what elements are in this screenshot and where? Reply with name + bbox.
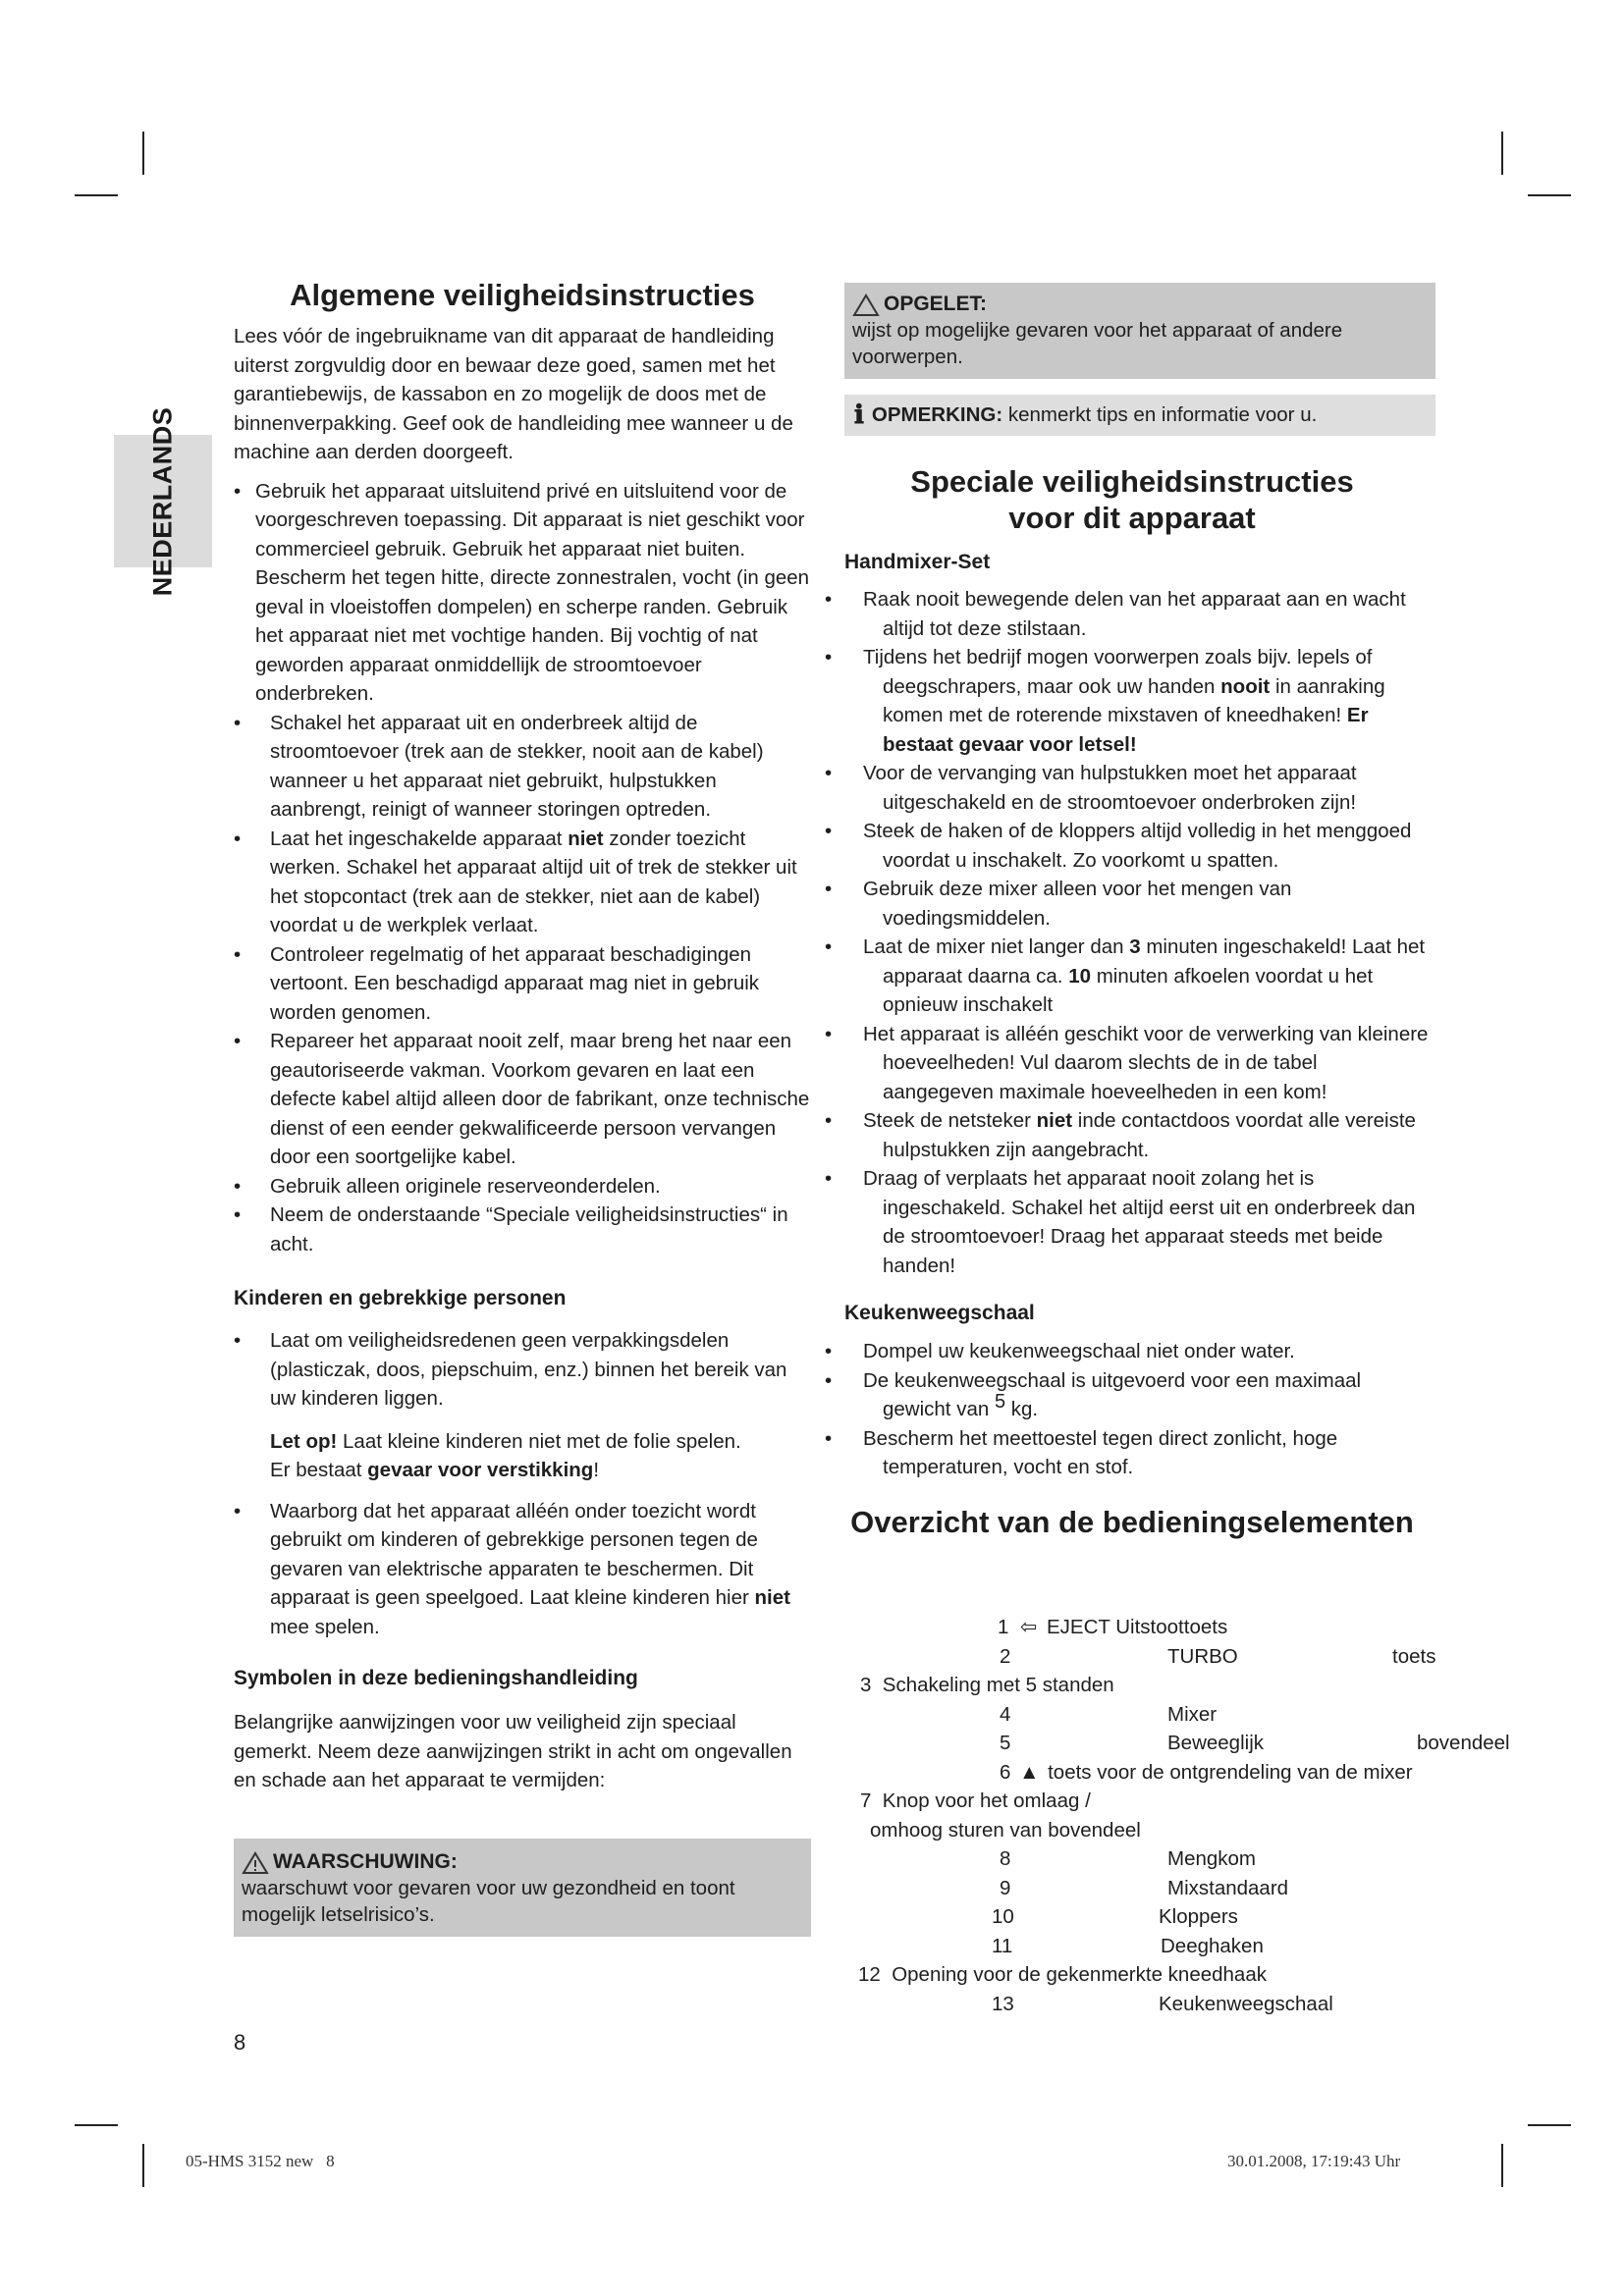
- item-label: Deeghaken: [1161, 1935, 1264, 1957]
- item-label: 12 Opening voor de gekenmerkte kneedhaak: [858, 1963, 1267, 1986]
- symbols-paragraph: Belangrijke aanwijzingen voor uw veiligheid zijn speciaal gemerkt. Neem deze aanwijzingen strikt in acht om ongevallen en schade aan het apparaat te vermijden:: [234, 1711, 792, 1791]
- overview-row-13-label: [1159, 1990, 1333, 2019]
- note-text: [872, 403, 1317, 427]
- page-number: 8: [234, 2030, 246, 2055]
- list-item: • Gebruik het apparaat uitsluitend privé en uitsluitend voor de voorgeschreven toepassing. Dit apparaat is niet geschikt voor commercieel gebruik. Gebruik het apparaat niet buiten. Bescherm het tegen hitte, directe zonnestralen, vocht (in geen geval in vloeistoffen dompelen) en scherpe randen. Gebruik het apparaat niet met vochtige handen. Bij vochtig of nat geworden apparaat onmiddellijk de stroomtoevoer onderbreken.: [234, 477, 811, 709]
- caution-title: OPGELET:: [884, 293, 988, 315]
- overview-row-5-suffix: [1417, 1729, 1510, 1758]
- list-item: • Voor de vervanging van hulpstukken moet het apparaat uitgeschakeld en de stroomtoevoer onderbroken zijn!: [844, 759, 1434, 817]
- overview-row-5-label: [1167, 1729, 1264, 1758]
- special-safety-title-2: voor dit apparaat: [1008, 501, 1256, 535]
- list-item: [234, 1497, 811, 1642]
- letop-note: [234, 1427, 811, 1485]
- general-safety-title: Algemene veiligheidsinstructies: [290, 278, 755, 312]
- text-span: !: [593, 1459, 600, 1481]
- text-span: De keukenweegschaal is uitgevoerd voor een maximaal gewicht van: [863, 1368, 1362, 1420]
- overview-row-2-suffix: [1392, 1642, 1435, 1672]
- list-item: • Raak nooit bewegende delen van het apparaat aan en wacht altijd tot deze stilstaan.: [844, 585, 1434, 643]
- overview-row-9-label: [1167, 1874, 1288, 1903]
- children-list-2: [234, 1497, 811, 1642]
- warning-triangle-icon: [242, 1851, 269, 1875]
- list-item: [234, 825, 811, 940]
- item-number: 8: [1000, 1847, 1011, 1870]
- bold-text: niet: [568, 827, 604, 850]
- text-span: Laat het ingeschakelde apparaat: [270, 827, 568, 850]
- list-item: [844, 643, 1434, 759]
- list-item: • Gebruik alleen originele reserveonderdelen.: [234, 1172, 811, 1201]
- children-list: [234, 1326, 811, 1414]
- item-label: toets: [1392, 1645, 1436, 1668]
- item-number: 10: [992, 1905, 1014, 1928]
- item-number: 6: [1000, 1761, 1011, 1784]
- item-label: Keukenweegschaal: [1159, 1993, 1333, 2015]
- item-label: 7 Knop voor het omlaag /: [860, 1789, 1091, 1812]
- item-label: Beweeglijk: [1167, 1732, 1264, 1754]
- overview-row-8: [1000, 1844, 1010, 1874]
- item-number: 9: [1000, 1877, 1011, 1899]
- info-icon: ℹ: [854, 400, 864, 429]
- crop-mark: [75, 194, 118, 196]
- list-item: • Het apparaat is alléén geschikt voor de verwerking van kleinere hoeveelheden! Vul daarom slechts de in de tabel aangegeven maximale hoeveelheden in een kom!: [844, 1020, 1434, 1107]
- general-safety-list: [234, 477, 811, 1259]
- crop-mark: [1528, 2124, 1571, 2126]
- text-span: minuten afkoelen voordat u het opnieuw inschakelt: [883, 964, 1374, 1016]
- overview-row-7: [860, 1787, 1091, 1816]
- triangle-up-icon: ▲: [1019, 1761, 1040, 1784]
- overview-row-11-label: [1161, 1932, 1264, 1961]
- overview-row-9: [1000, 1874, 1010, 1903]
- bold-text: nooit: [1220, 674, 1271, 698]
- bold-text: 10: [1068, 964, 1092, 988]
- warning-title: WAARSCHUWING:: [273, 1849, 458, 1873]
- bold-text: 3: [1129, 935, 1141, 958]
- list-item: [844, 1366, 1434, 1424]
- text-span: Laat kleine kinderen niet met de folie spelen.: [337, 1429, 741, 1453]
- overview-row-7b: [870, 1816, 1141, 1845]
- warning-box: [234, 1839, 811, 1937]
- text-span: Waarborg dat het apparaat alléén onder toezicht wordt gebruikt om kinderen of gebrekkige personen tegen de gevaren van elektrische apparaten te beschermen. Dit apparaat is geen speelgoed. Laat kleine kinderen hier: [270, 1499, 758, 1609]
- overview-row-11: [992, 1932, 1012, 1961]
- list-item: • Laat om veiligheidsredenen geen verpakkingsdelen (plasticzak, doos, piepschuim, enz.) binnen het bereik van uw kinderen liggen.: [234, 1326, 811, 1414]
- bold-text: Er bestaat gevaar voor letsel!: [883, 704, 1369, 756]
- language-side-tab: [114, 406, 212, 596]
- text-span: in aanraking komen met de roterende mixstaven of kneedhaken!: [883, 674, 1385, 726]
- intro-paragraph: Lees vóór de ingebruikname van dit apparaat de handleiding uiterst zorgvuldig door en bewaar deze goed, samen met het garantiebewijs, de kassabon en zo mogelijk de doos met de binnenverpakking. Geef ook de handleiding mee wanneer u de machine aan derden doorgeeft.: [234, 325, 793, 463]
- overview-row-1: [998, 1613, 1227, 1642]
- overview-row-10: [992, 1902, 1014, 1932]
- text-span: minuten ingeschakeld! Laat het apparaat daarna ca.: [883, 935, 1426, 988]
- item-number: 13: [992, 1993, 1014, 2015]
- overview-row-13: [992, 1990, 1014, 2019]
- item-number: 1: [998, 1616, 1009, 1638]
- warning-text: waarschuwt voor gevaren voor uw gezondheid en toont mogelijk letselrisico’s.: [242, 1876, 735, 1926]
- text-span: Steek de netsteker: [863, 1109, 1037, 1132]
- list-item: [844, 1106, 1434, 1164]
- text-span: Er bestaat: [270, 1459, 368, 1481]
- crop-mark: [1528, 194, 1571, 196]
- list-item: • Neem de onderstaande “Speciale veiligheidsinstructies“ in acht.: [234, 1201, 811, 1258]
- list-item: • Gebruik deze mixer alleen voor het mengen van voedingsmiddelen.: [844, 875, 1434, 933]
- item-label: bovendeel: [1417, 1732, 1510, 1754]
- caution-text: wijst op mogelijke gevaren voor het apparaat of andere voorwerpen.: [852, 319, 1343, 368]
- overview-row-4-label: [1167, 1700, 1217, 1730]
- footer-right: 30.01.2008, 17:19:43 Uhr: [1227, 2152, 1401, 2170]
- arrow-left-icon: ⇦: [1020, 1616, 1038, 1638]
- overview-title: Overzicht van de bedieningselementen: [850, 1504, 1414, 1539]
- text-span: mee spelen.: [270, 1615, 380, 1638]
- list-item: • Bescherm het meettoestel tegen direct zonlicht, hoge temperaturen, vocht en stof.: [844, 1424, 1434, 1482]
- item-label: Mengkom: [1167, 1847, 1257, 1870]
- overview-row-12: [858, 1960, 1267, 1990]
- text-span: kenmerkt tips en informatie voor u.: [1002, 403, 1318, 426]
- list-item: • Steek de haken of de kloppers altijd volledig in het menggoed voordat u inschakelt. Zo voorkomt u spatten.: [844, 817, 1434, 875]
- overview-row-10-label: [1159, 1902, 1238, 1932]
- bold-text: Let op!: [270, 1429, 338, 1453]
- overview-row-4: [1000, 1700, 1010, 1730]
- crop-mark: [1501, 2144, 1503, 2187]
- item-label: TURBO: [1167, 1645, 1238, 1668]
- list-item: • Schakel het apparaat uit en onderbreek altijd de stroomtoevoer (trek aan de stekker, nooit aan de kabel) wanneer u het apparaat niet gebruikt, hulpstukken aanbrengt, reinigt of wanneer storingen optreden.: [234, 709, 811, 825]
- scale-list: [844, 1337, 1434, 1482]
- overview-row-8-label: [1167, 1844, 1256, 1874]
- item-number: 11: [992, 1935, 1013, 1957]
- list-item: • Draag of verplaats het apparaat nooit zolang het is ingeschakeld. Schakel het altijd eerst uit en onderbreek dan de stroomtoevoer! Draag het apparaat steeds met beide handen!: [844, 1164, 1434, 1280]
- children-heading: Kinderen en gebrekkige personen: [234, 1287, 567, 1309]
- text-span: inde contactdoos voordat alle vereiste hulpstukken zijn aangebracht.: [883, 1109, 1416, 1161]
- bold-text: niet: [754, 1586, 790, 1609]
- item-label: Kloppers: [1159, 1905, 1238, 1928]
- list-item: • Repareer het apparaat nooit zelf, maar breng het naar een geautoriseerde vakman. Voorkom gevaren en laat een defecte kabel altijd alleen door de fabrikant, onze technische dienst of een eender gekwalificeerde persoon vervangen door een soortgelijke kabel.: [234, 1027, 811, 1172]
- caution-triangle-icon: [852, 294, 880, 317]
- item-number: 4: [1000, 1703, 1011, 1726]
- scale-heading: Keukenweegschaal: [844, 1302, 1035, 1324]
- crop-mark: [142, 132, 144, 175]
- crop-mark: [1501, 132, 1503, 175]
- bold-text: OPMERKING:: [871, 403, 1003, 426]
- overview-row-3: [860, 1671, 1114, 1700]
- handmixer-heading: Handmixer-Set: [844, 551, 991, 573]
- text-span: zonder toezicht werken. Schakel het apparaat altijd uit of trek de stekker uit het stopcontact (trek aan de stekker, niet aan de kabel) voordat u de werkplek verlaat.: [270, 827, 797, 936]
- item-number: 5: [1000, 1732, 1011, 1754]
- handmixer-list: [844, 585, 1434, 1280]
- overview-row-6: [1000, 1758, 1413, 1788]
- item-number: 2: [1000, 1645, 1011, 1668]
- text-span: Tijdens het bedrijf mogen voorwerpen zoals bijv. lepels of deegschrapers, maar ook uw handen: [863, 646, 1373, 698]
- left-column: [234, 277, 811, 1937]
- crop-mark: [75, 2124, 118, 2126]
- bold-text: niet: [1036, 1109, 1073, 1132]
- right-column: [844, 283, 1434, 1540]
- overview-row-2-label: [1167, 1642, 1238, 1672]
- item-label: Mixer: [1167, 1703, 1218, 1726]
- symbols-heading: Symbolen in deze bedieningshandleiding: [234, 1667, 638, 1689]
- list-item: • Controleer regelmatig of het apparaat beschadigingen vertoont. Een beschadigd apparaat mag niet in gebruik worden genomen.: [234, 940, 811, 1028]
- item-label: toets voor de ontgrendeling van de mixer: [1048, 1761, 1413, 1784]
- item-label: Mixstandaard: [1167, 1877, 1289, 1899]
- text-span: 5: [994, 1391, 1006, 1414]
- language-label: NEDERLANDS: [147, 406, 178, 596]
- crop-mark: [142, 2144, 144, 2187]
- text-span: kg.: [1005, 1398, 1039, 1420]
- note-box: [844, 395, 1435, 436]
- list-item: • Dompel uw keukenweegschaal niet onder water.: [844, 1337, 1434, 1366]
- item-label: omhoog sturen van bovendeel: [870, 1819, 1141, 1842]
- overview-row-5: [1000, 1729, 1010, 1758]
- text-span: Laat de mixer niet langer dan: [863, 935, 1130, 958]
- bold-text: gevaar voor verstikking: [367, 1459, 594, 1481]
- item-label: EJECT Uitstoottoets: [1047, 1616, 1228, 1638]
- special-safety-title-1: Speciale veiligheidsinstructies: [910, 464, 1354, 499]
- overview-row-2: [1000, 1642, 1010, 1672]
- item-label: 3 Schakeling met 5 standen: [860, 1674, 1114, 1696]
- list-item: [844, 933, 1434, 1020]
- footer-left: 05-HMS 3152 new 8: [186, 2152, 335, 2170]
- caution-box: [844, 283, 1435, 379]
